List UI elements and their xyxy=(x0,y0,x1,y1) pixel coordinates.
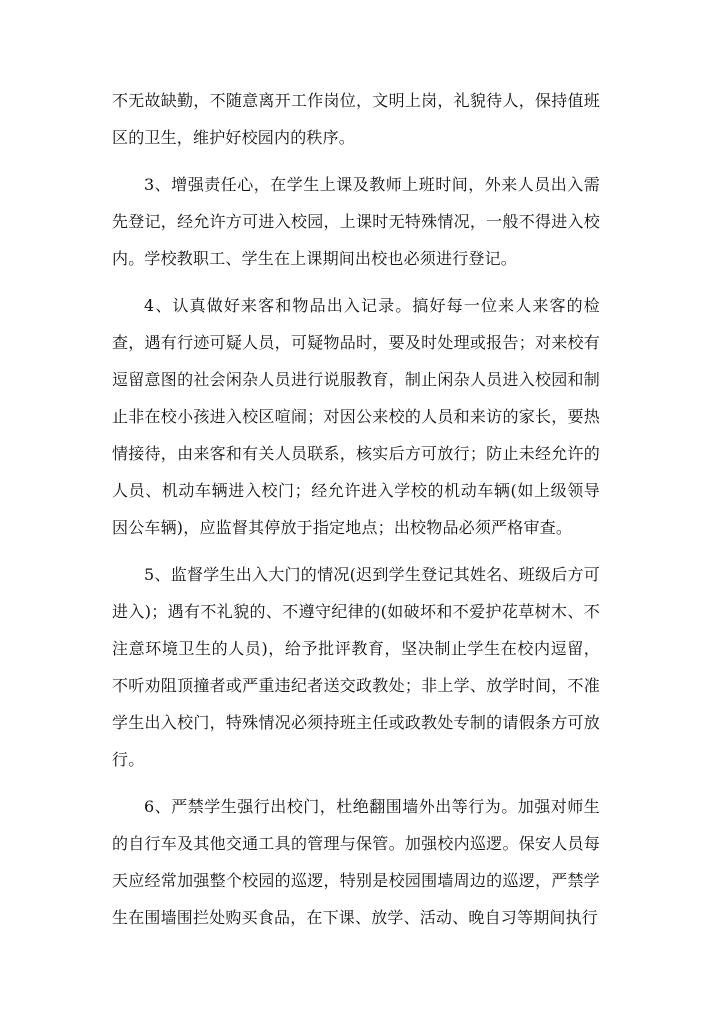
paragraph-gap xyxy=(112,277,600,287)
paragraph-gap xyxy=(112,546,600,556)
paragraph-item-6: 6、严禁学生强行出校门，杜绝翻围墙外出等行为。加强对师生的自行车及其他交通工具的管理与保管。加强校内巡逻。保安人员每天应经常加强整个校园的巡逻，特别是校园围墙周边的巡逻，严禁学生在围墙围拦处购买食品，在下课、放学、活动、晚自习等期间执行 xyxy=(112,797,600,927)
paragraph-item-4: 4、认真做好来客和物品出入记录。搞好每一位来人来客的检查，遇有行迹可疑人员，可疑物品时，要及时处理或报告；对来校有逗留意图的社会闲杂人员进行说服教育，制止闲杂人员进入校园和制止非在校小孩进入校区喧闹；对因公来校的人员和来访的家长，要热情接待，由来客和有关人员联系，核实后方可放行；防止未经允许的人员、机动车辆进入校门；经允许进入学校的机动车辆(如上级领导因公车辆)，应监督其停放于指定地点；出校物品必须严格审查。 xyxy=(112,296,600,537)
paragraph-gap xyxy=(112,156,600,166)
paragraph-item-3: 3、增强责任心，在学生上课及教师上班时间，外来人员出入需先登记，经允许方可进入校园，上课时无特殊情况，一般不得进入校内。学校教职工、学生在上课期间出校也必须进行登记。 xyxy=(112,175,600,268)
paragraph-item-5: 5、监督学生出入大门的情况(迟到学生登记其姓名、班级后方可进入)；遇有不礼貌的、不遵守纪律的(如破坏和不爱护花草树木、不注意环境卫生的人员)，给予批评教育，坚决制止学生在校内逗留，不听劝阻顶撞者或严重违纪者送交政教处；非上学、放学时间，不准学生出入校门，特殊情况必须持班主任或政教处专制的请假条方可放行。 xyxy=(112,565,600,769)
document-body xyxy=(112,82,600,936)
paragraph-continuation: 不无故缺勤，不随意离开工作岗位，文明上岗，礼貌待人，保持值班区的卫生，维护好校园内的秩序。 xyxy=(112,91,600,147)
paragraph-gap xyxy=(112,778,600,788)
